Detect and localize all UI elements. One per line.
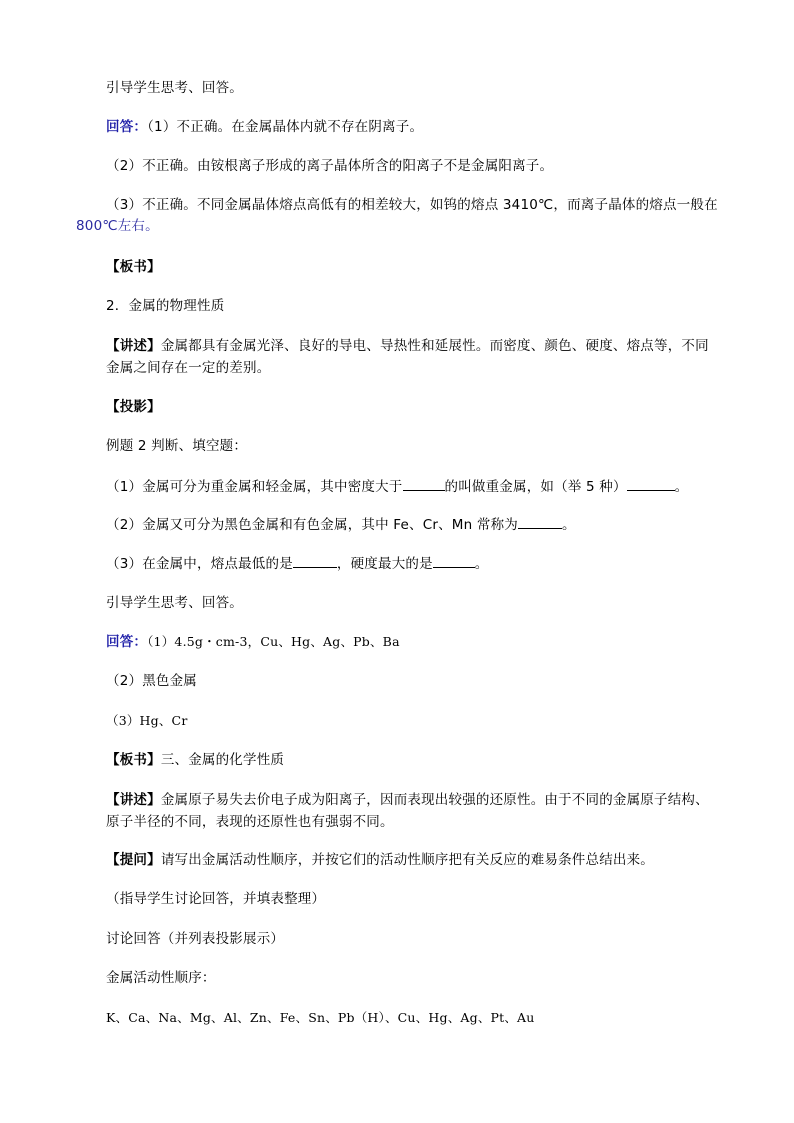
section-title: 2．金属的物理性质 <box>106 298 225 314</box>
text-line: 引导学生思考、回答。 <box>106 80 243 96</box>
text-line-continuation: 800℃左右。 <box>76 218 159 234</box>
projection-heading: 【投影】 <box>106 399 161 415</box>
answer-label: 回答： <box>106 634 148 650</box>
text-line: （2）不正确。由铵根离子形成的离子晶体所含的阳离子不是金属阳离子。 <box>106 158 554 174</box>
question-text: （1）金属可分为重金属和轻金属，其中密度大于 <box>106 479 403 495</box>
text-line: （指导学生讨论回答，并填表整理） <box>106 891 326 907</box>
fill-blank <box>403 476 445 491</box>
text-line: 引导学生思考、回答。 <box>106 595 243 611</box>
fill-blank <box>293 553 337 568</box>
example-title: 例题 2 判断、填空题： <box>106 438 248 454</box>
board-label: 【板书】 <box>106 752 161 768</box>
board-line <box>106 750 284 770</box>
question-text: （2）金属又可分为黑色金属和有色金属，其中 Fe、Cr、Mn 常称为 <box>106 517 518 533</box>
answer-line-2 <box>106 632 400 652</box>
text-line: （2）黑色金属 <box>106 673 197 689</box>
lecture-paragraph <box>106 789 718 833</box>
question-2 <box>106 514 576 535</box>
question-text: 。 <box>674 479 689 495</box>
lecture-label: 【讲述】 <box>106 338 161 354</box>
question-text: 。 <box>474 556 489 572</box>
question-text: （3）在金属中，熔点最低的是 <box>106 556 293 572</box>
lecture-paragraph <box>106 335 718 379</box>
board-text: 三、金属的化学性质 <box>160 752 285 768</box>
lecture-text: 金属都具有金属光泽、良好的导电、导热性和延展性。而密度、颜色、硬度、熔点等，不同金属之间存在一定的差别。 <box>106 338 709 376</box>
text-line: 讨论回答（并列表投影展示） <box>106 931 285 947</box>
answer-label: 回答： <box>106 119 148 135</box>
text-line: （3）Hg、Cr <box>106 713 188 728</box>
fill-blank <box>627 476 675 491</box>
question-text: 的叫做重金属，如（举 5 种） <box>444 479 627 495</box>
lecture-text: 金属原子易失去价电子成为阳离子，因而表现出较强的还原性。由于不同的金属原子结构、原子半径的不同，表现的还原性也有强弱不同。 <box>106 792 709 830</box>
fill-blank <box>518 514 562 529</box>
activity-series: K、Ca、Na、Mg、Al、Zn、Fe、Sn、Pb（H）、Cu、Hg、Ag、Pt、Au <box>106 1010 535 1025</box>
board-heading: 【板书】 <box>106 259 161 275</box>
fill-blank <box>433 553 475 568</box>
answer-text: （1）不正确。在金属晶体内就不存在阴离子。 <box>147 119 424 135</box>
question-line <box>106 850 654 870</box>
answer-text: （1）4.5g・cm-3，Cu、Hg、Ag、Pb、Ba <box>147 634 400 649</box>
answer-line-1 <box>106 117 423 137</box>
text-line: 金属活动性顺序： <box>106 970 216 986</box>
question-1 <box>106 476 688 497</box>
lecture-label: 【讲述】 <box>106 792 161 808</box>
text-line: （3）不正确。不同金属晶体熔点高低有的相差较大，如钨的熔点 3410℃，而离子晶体的熔点一般在 <box>106 197 718 213</box>
question-3 <box>106 553 489 574</box>
question-text: ，硬度最大的是 <box>336 556 433 572</box>
question-text: 请写出金属活动性顺序，并按它们的活动性顺序把有关反应的难易条件总结出来。 <box>160 852 655 868</box>
question-label: 【提问】 <box>106 852 161 868</box>
question-text: 。 <box>561 517 576 533</box>
